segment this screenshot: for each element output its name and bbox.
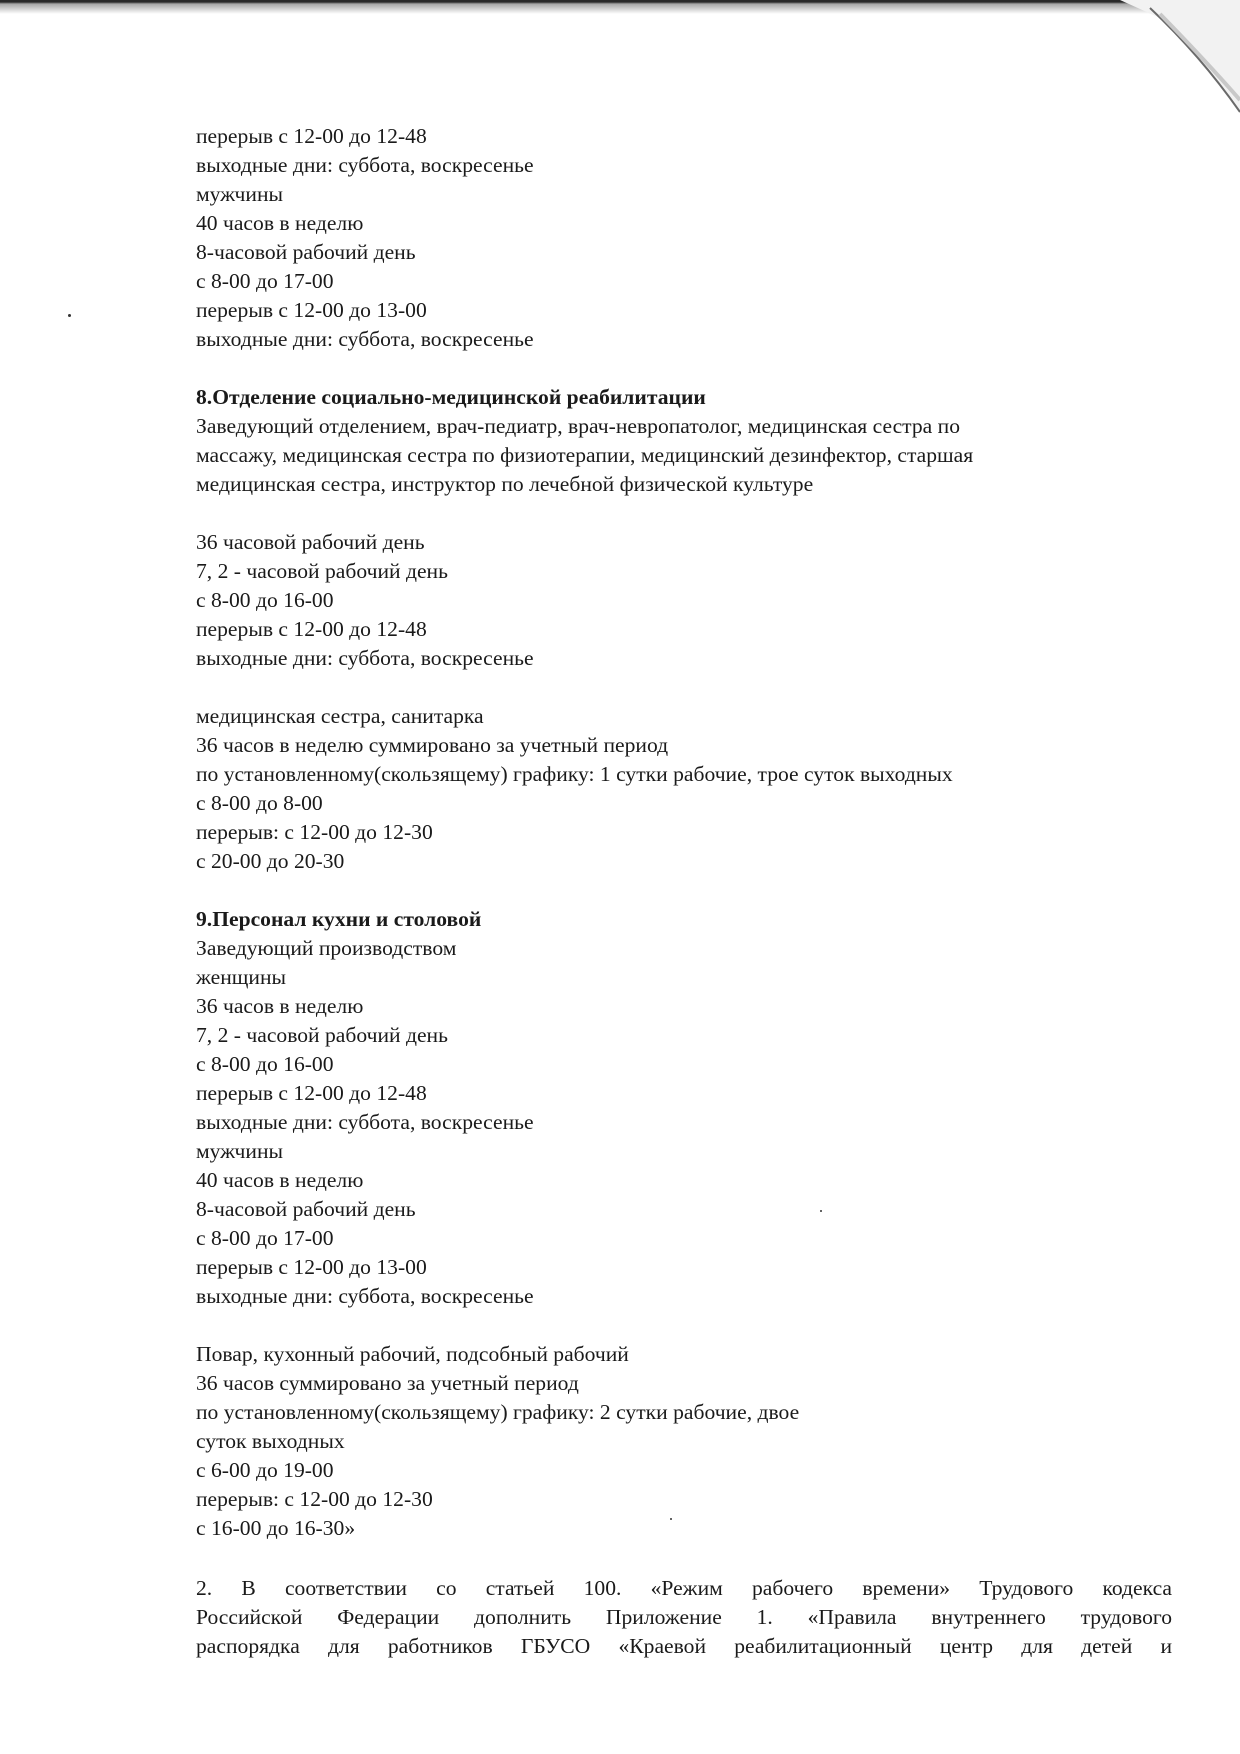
text-line: перерыв с 12-00 до 12-48 <box>196 124 427 148</box>
document-body <box>196 122 1176 1543</box>
text-line: 40 часов в неделю <box>196 1168 364 1192</box>
section-9-schedule-shift <box>196 1340 1176 1543</box>
text-line: перерыв с 12-00 до 12-48 <box>196 1081 427 1105</box>
text-line: 8-часовой рабочий день <box>196 1197 416 1221</box>
text-line: с 8-00 до 16-00 <box>196 588 334 612</box>
text-line: выходные дни: суббота, воскресенье <box>196 646 534 670</box>
section-8-schedule-standard <box>196 528 1176 673</box>
text-line: выходные дни: суббота, воскресенье <box>196 153 534 177</box>
text-line: 36 часов суммировано за учетный период <box>196 1371 579 1395</box>
text-line: 8-часовой рабочий день <box>196 240 416 264</box>
text-line: массажу, медицинская сестра по физиотерапии, медицинский дезинфектор, старшая <box>196 443 974 467</box>
text-line: с 16-00 до 16-30» <box>196 1516 356 1540</box>
text-line: с 8-00 до 8-00 <box>196 791 323 815</box>
scan-top-edge <box>0 0 1240 14</box>
text-line: с 8-00 до 16-00 <box>196 1052 334 1076</box>
text-line: 7, 2 - часовой рабочий день <box>196 559 448 583</box>
text-line: с 20-00 до 20-30 <box>196 849 345 873</box>
text-line: женщины <box>196 965 287 989</box>
schedule-continuation <box>196 122 1176 354</box>
paragraph-2 <box>196 1574 1172 1661</box>
text-line: с 6-00 до 19-00 <box>196 1458 334 1482</box>
section-8-schedule-shift <box>196 702 1176 876</box>
section-8-positions <box>196 412 1176 499</box>
text-line: 2. В соответствии со статьей 100. «Режим рабочего времени» Трудового кодекса <box>196 1576 1172 1600</box>
text-line: Повар, кухонный рабочий, подсобный рабочий <box>196 1342 629 1366</box>
text-line: выходные дни: суббота, воскресенье <box>196 1110 534 1134</box>
text-line: с 8-00 до 17-00 <box>196 1226 334 1250</box>
section-9-heading: 9.Персонал кухни и столовой <box>196 907 482 931</box>
section-8-heading: 8.Отделение социально-медицинской реабилитации <box>196 385 706 409</box>
text-line: по установленному(скользящему) графику: 2 сутки рабочие, двое <box>196 1400 800 1424</box>
text-line: распорядка для работников ГБУСО «Краевой реабилитационный центр для детей и <box>196 1634 1172 1658</box>
text-line: перерыв с 12-00 до 13-00 <box>196 1255 427 1279</box>
text-line: суток выходных <box>196 1429 345 1453</box>
text-line: медицинская сестра, санитарка <box>196 704 484 728</box>
text-line: 7, 2 - часовой рабочий день <box>196 1023 448 1047</box>
text-line: медицинская сестра, инструктор по лечебной физической культуре <box>196 472 814 496</box>
scan-speck <box>68 314 71 317</box>
text-line: выходные дни: суббота, воскресенье <box>196 327 534 351</box>
scan-folded-corner <box>1120 0 1240 130</box>
text-line: Заведующий производством <box>196 936 457 960</box>
text-line: 36 часов в неделю <box>196 994 364 1018</box>
text-line: с 8-00 до 17-00 <box>196 269 334 293</box>
text-line: перерыв с 12-00 до 12-48 <box>196 617 427 641</box>
text-line: 36 часов в неделю суммировано за учетный период <box>196 733 669 757</box>
text-line: перерыв: с 12-00 до 12-30 <box>196 820 433 844</box>
text-line: Заведующий отделением, врач-педиатр, врач-невропатолог, медицинская сестра по <box>196 414 961 438</box>
section-9-schedule-standard <box>196 934 1176 1311</box>
text-line: перерыв: с 12-00 до 12-30 <box>196 1487 433 1511</box>
text-line: по установленному(скользящему) графику: 1 сутки рабочие, трое суток выходных <box>196 762 953 786</box>
text-line: перерыв с 12-00 до 13-00 <box>196 298 427 322</box>
text-line: мужчины <box>196 182 284 206</box>
text-line: 40 часов в неделю <box>196 211 364 235</box>
text-line: выходные дни: суббота, воскресенье <box>196 1284 534 1308</box>
text-line: мужчины <box>196 1139 284 1163</box>
text-line: Российской Федерации дополнить Приложение 1. «Правила внутреннего трудового <box>196 1605 1172 1629</box>
text-line: 36 часовой рабочий день <box>196 530 425 554</box>
